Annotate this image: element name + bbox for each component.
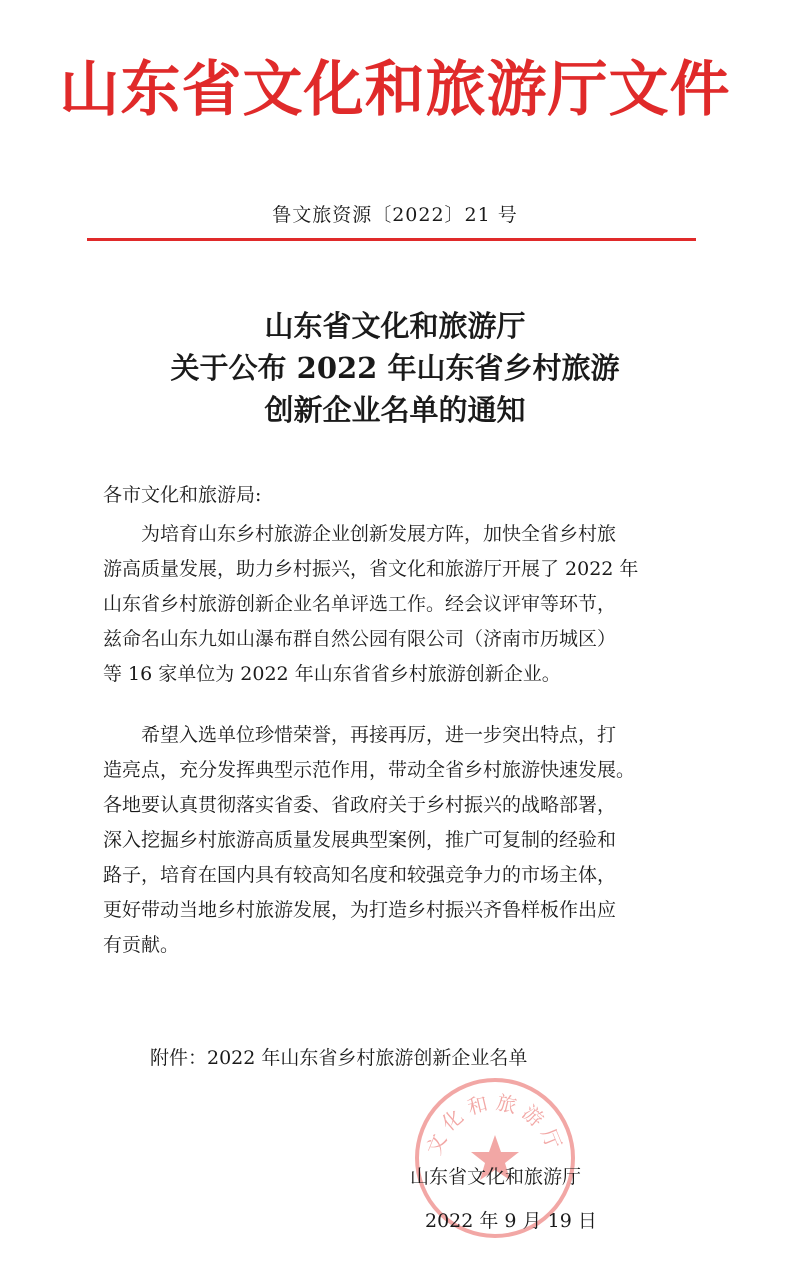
title-line-3: 创新企业名单的通知 bbox=[264, 393, 526, 427]
paragraph-line: 路子，培育在国内具有较高知名度和较强竞争力的市场主体， bbox=[103, 864, 617, 886]
paragraph-line: 等 16 家单位为 2022 年山东省省乡村旅游创新企业。 bbox=[103, 663, 561, 685]
title-line-2: 关于公布 2022 年山东省乡村旅游 bbox=[170, 351, 620, 385]
document-number: 鲁文旅资源〔2022〕21 号 bbox=[272, 204, 518, 226]
paragraph-2 bbox=[103, 718, 693, 963]
paragraph-line: 深入挖掘乡村旅游高质量发展典型案例，推广可复制的经验和 bbox=[103, 829, 617, 851]
paragraph-line: 有贡献。 bbox=[103, 934, 180, 956]
paragraph-line: 更好带动当地乡村旅游发展，为打造乡村振兴齐鲁样板作出应 bbox=[103, 899, 617, 921]
document-title bbox=[0, 305, 790, 431]
paragraph-line: 兹命名山东九如山瀑布群自然公园有限公司（济南市历城区） bbox=[103, 628, 617, 650]
paragraph-line: 造亮点，充分发挥典型示范作用，带动全省乡村旅游快速发展。 bbox=[103, 759, 636, 781]
document-masthead: 山东省文化和旅游厅文件 bbox=[59, 55, 731, 125]
paragraph-line: 为培育山东乡村旅游企业创新发展方阵，加快全省乡村旅 bbox=[103, 523, 617, 545]
red-divider-line bbox=[87, 238, 696, 241]
attachment-note: 附件：2022 年山东省乡村旅游创新企业名单 bbox=[150, 1047, 528, 1069]
title-line-1: 山东省文化和旅游厅 bbox=[264, 309, 526, 343]
paragraph-line: 各地要认真贯彻落实省委、省政府关于乡村振兴的战略部署， bbox=[103, 794, 617, 816]
salutation: 各市文化和旅游局: bbox=[103, 484, 262, 506]
paragraph-line: 希望入选单位珍惜荣誉，再接再厉，进一步突出特点，打 bbox=[103, 724, 617, 746]
paragraph-line: 山东省乡村旅游创新企业名单评选工作。经会议评审等环节， bbox=[103, 593, 617, 615]
paragraph-1 bbox=[103, 517, 693, 692]
signer: 山东省文化和旅游厅 bbox=[410, 1166, 582, 1188]
paragraph-line: 游高质量发展，助力乡村振兴，省文化和旅游厅开展了 2022 年 bbox=[103, 558, 639, 580]
issue-date: 2022 年 9 月 19 日 bbox=[425, 1210, 597, 1232]
seal-text: 文化和旅游厅 bbox=[421, 1090, 569, 1159]
